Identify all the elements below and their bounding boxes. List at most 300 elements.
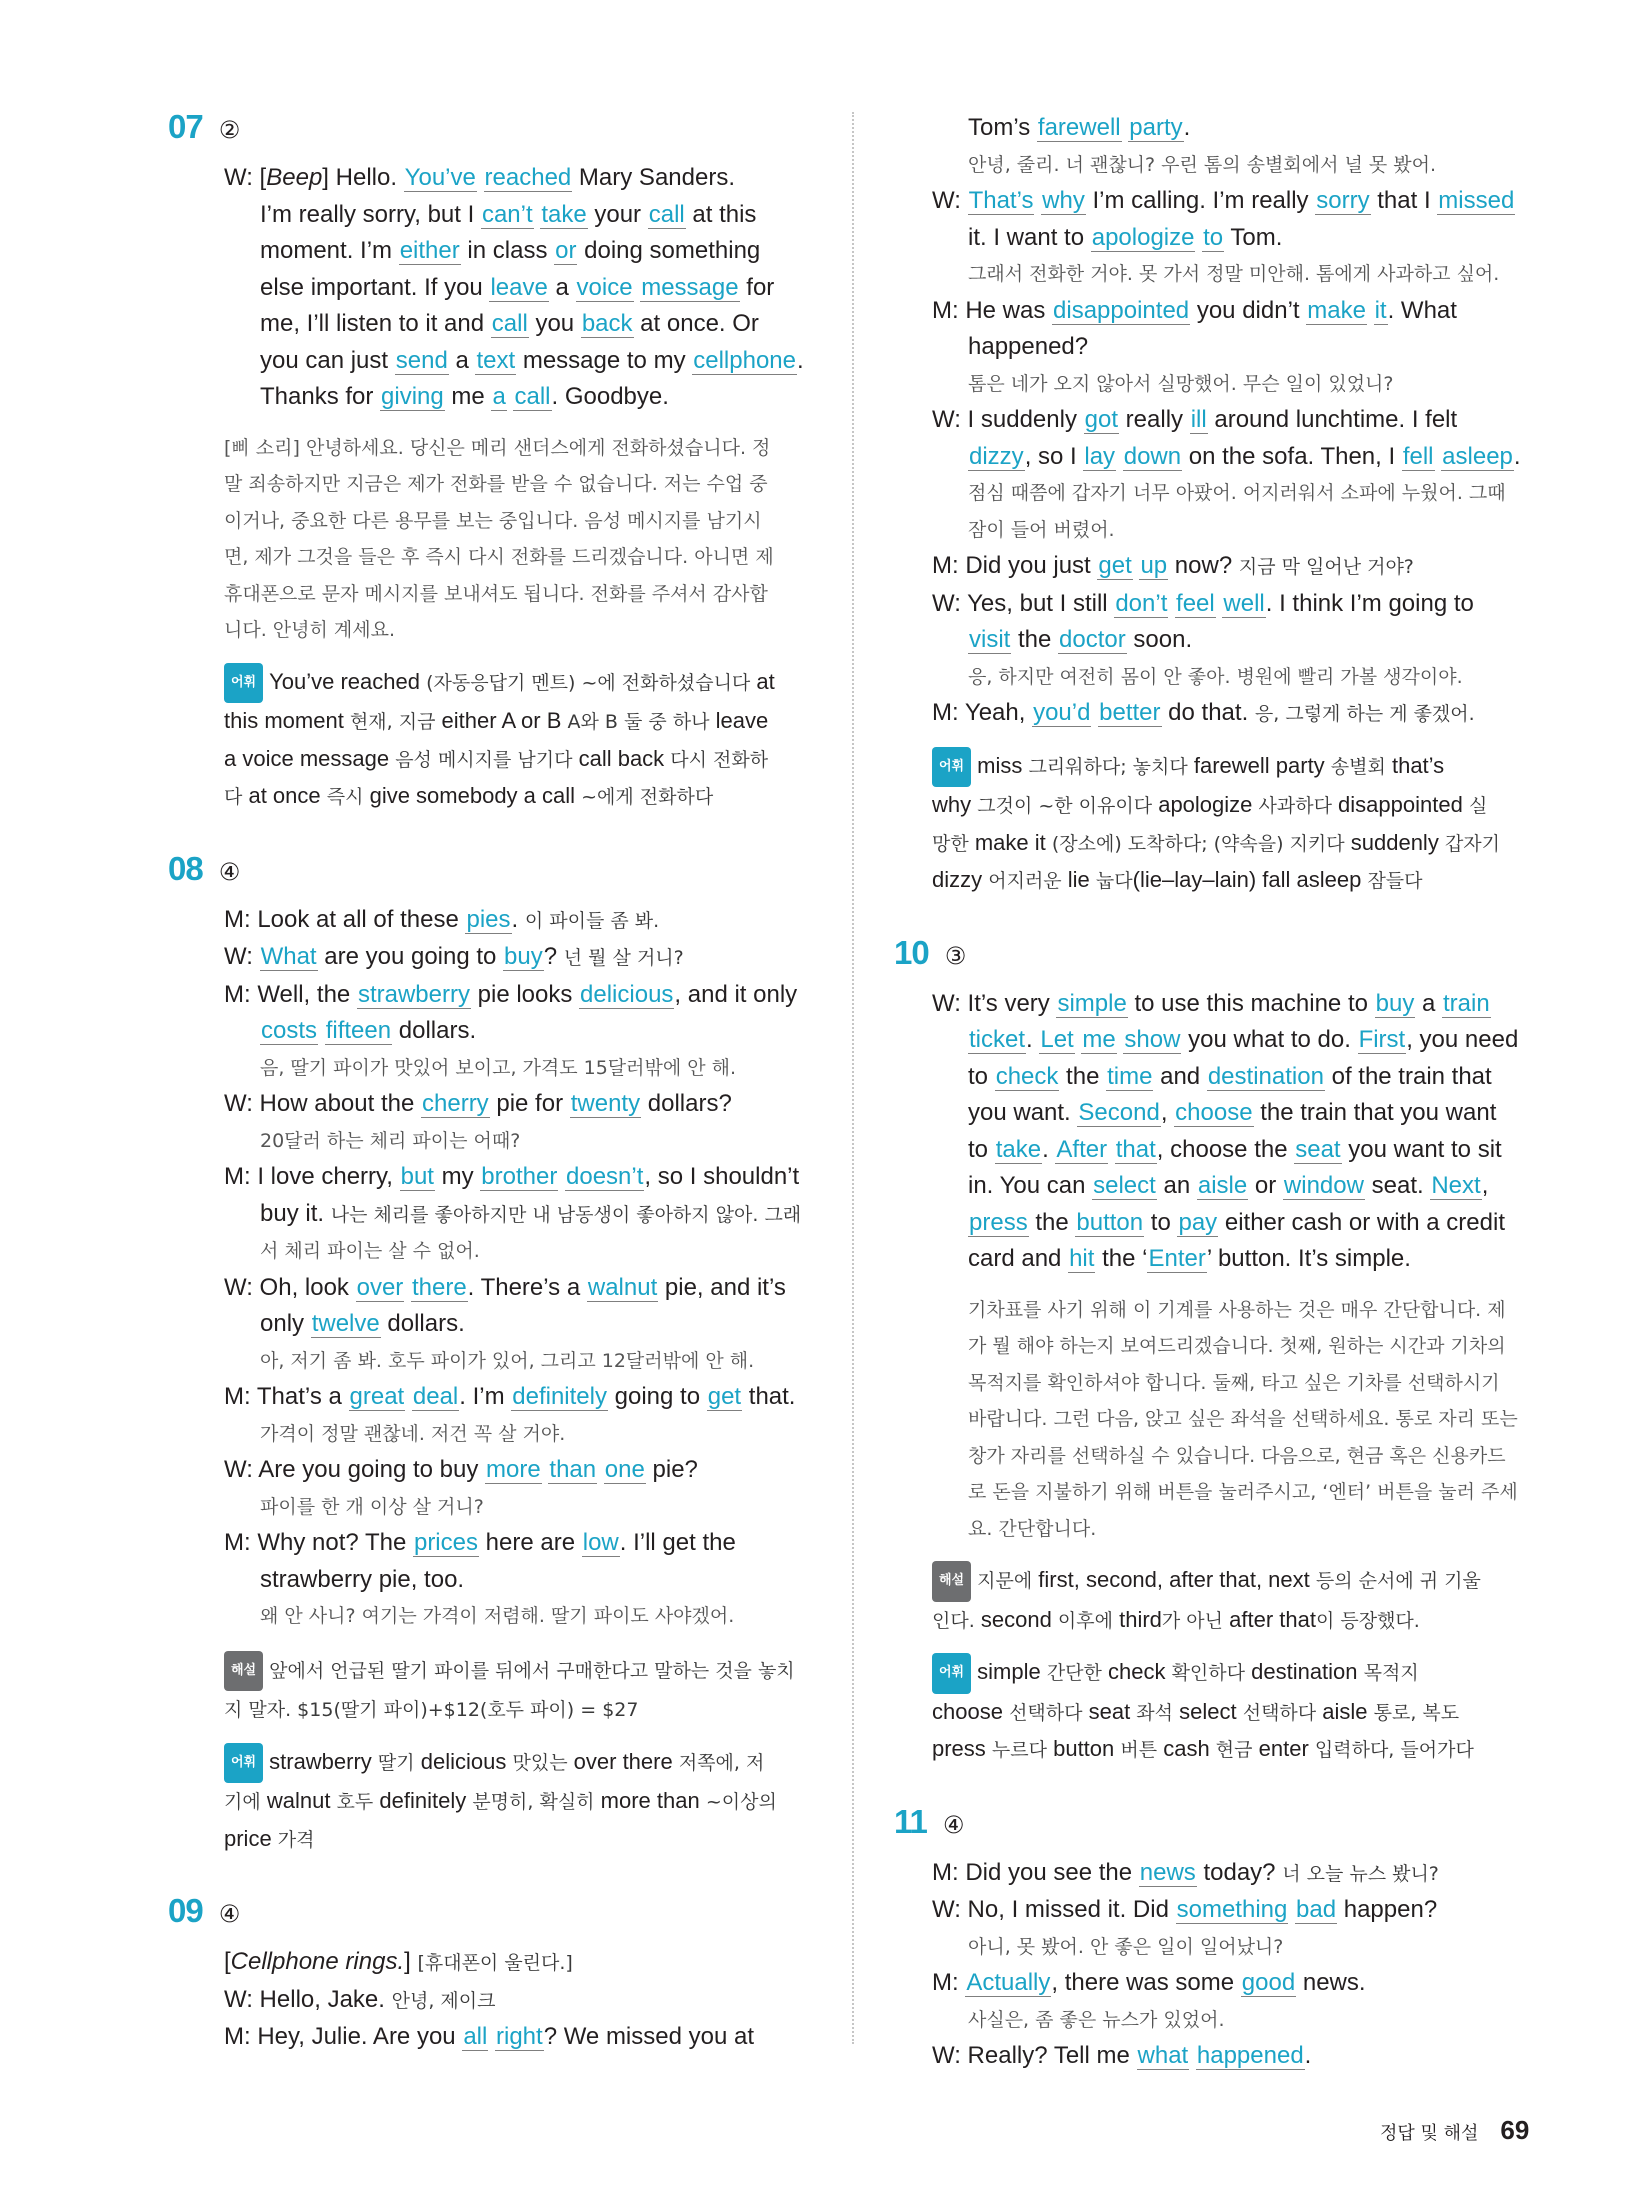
question-number: 07 [168, 108, 203, 145]
text-segment: 20달러 하는 체리 파이는 어때? [260, 1129, 521, 1152]
text-segment: me [444, 383, 492, 410]
answer-blank: That’s [968, 187, 1034, 214]
korean-line [224, 1050, 848, 1087]
answer-mark: ② [218, 117, 241, 144]
korean-translation [224, 430, 848, 649]
korean-gloss: 앞에서 언급된 딸기 파이를 뒤에서 구매한다고 말하는 것을 놓치 [269, 1659, 795, 1682]
answer-blank: a [492, 383, 506, 410]
note-line [932, 1561, 1542, 1602]
text-segment: delicious [414, 1748, 513, 1774]
korean-gloss: 넌 뭘 살 거니? [563, 947, 684, 969]
korean-gloss: 누르다 [991, 1739, 1047, 1761]
korean-gloss: 입력하다, 들어가다 [1314, 1739, 1474, 1761]
text-segment: second [974, 1606, 1058, 1632]
text-segment: Thanks for [260, 383, 381, 410]
dialogue-line [224, 1013, 848, 1050]
text-segment: 그래서 전화한 거야. 못 가서 정말 미안해. 톰에게 사과하고 싶어. [968, 263, 1500, 285]
text-segment: only [260, 1310, 311, 1337]
korean-gloss: (장소에) 도착하다; (약속을) 지키다 [1051, 832, 1345, 855]
text-segment: M: He was [932, 296, 1053, 324]
text-segment: . [1042, 1135, 1056, 1163]
answer-blank: something [1176, 1896, 1288, 1923]
text-segment: you what to do. [1181, 1026, 1358, 1053]
text-segment: seat [1082, 1698, 1137, 1724]
answer-blank: down [1123, 442, 1182, 470]
text-segment: M: Why not? The [224, 1529, 413, 1556]
vocab-note [224, 1743, 848, 1859]
dialogue-lines [224, 160, 848, 416]
note-line [932, 1731, 1542, 1769]
dialogue-line [932, 1205, 1542, 1242]
text-segment: at once. Or [633, 310, 759, 337]
text-segment: dollars. [392, 1017, 477, 1044]
answer-blank: ill [1190, 406, 1207, 433]
text-segment: . I think I’m going to [1265, 589, 1474, 617]
text-segment: and [1153, 1062, 1207, 1090]
translation-line: 로 돈을 지불하기 위해 버튼을 눌러주시고, ‘엔터’ 버튼을 눌러 주세 [968, 1481, 1518, 1503]
korean-gloss: 그리워하다; 놓치다 [1028, 755, 1188, 778]
text-segment [404, 1274, 411, 1301]
text-segment: give somebody a call [363, 783, 582, 808]
text-segment: to use this machine to [1127, 989, 1375, 1017]
text-segment: ] [404, 1948, 418, 1975]
dialogue-line [932, 329, 1542, 366]
note-line [932, 1602, 1542, 1640]
answer-blank: sorry [1316, 187, 1370, 214]
question-09 [168, 1892, 848, 2056]
answer-blank: doesn’t [566, 1163, 644, 1190]
text-segment: on the sofa. Then, I [1182, 442, 1402, 470]
text-segment: for [739, 273, 775, 301]
text-segment [318, 1017, 325, 1044]
text-segment: apologize [1152, 792, 1259, 817]
note-line [224, 1743, 848, 1784]
translation-line: 가 뭘 해야 하는지 보여드리겠습니다. 첫째, 원하는 시간과 기차의 [968, 1335, 1506, 1357]
korean-line [224, 1489, 848, 1526]
text-segment: dizzy [932, 867, 989, 892]
answer-blank: but [400, 1163, 434, 1190]
answer-blank: definitely [512, 1383, 607, 1410]
text-segment: lie [1061, 867, 1096, 892]
vocab-badge: 어휘 [932, 1653, 971, 1694]
text-segment: do that. [1161, 699, 1255, 726]
text-segment: 왜 안 사니? 여기는 가격이 저렴해. 딸기 파이도 사야겠어. [260, 1605, 735, 1627]
answer-blank: got [1084, 406, 1119, 433]
text-segment: M: Look at all of these [224, 905, 466, 933]
korean-line [224, 1416, 848, 1453]
answer-blank: lay [1084, 442, 1116, 470]
korean-gloss: 송별회 [1330, 755, 1386, 778]
korean-gloss: 너 오늘 뉴스 봤니? [1282, 1862, 1439, 1885]
text-segment: W: Yes, but I still [932, 589, 1115, 617]
answer-blank: you’d [1033, 699, 1091, 726]
question-07 [168, 108, 848, 816]
dialogue-line [224, 1270, 848, 1307]
translation-line: 기차표를 사기 위해 이 기계를 사용하는 것은 매우 간단합니다. 제 [968, 1298, 1506, 1321]
answer-blank: that [1115, 1135, 1156, 1163]
vocab-badge: 어휘 [932, 747, 971, 788]
answer-blank: call [491, 310, 528, 337]
text-segment: . I’m [459, 1383, 512, 1410]
question-number: 11 [894, 1802, 927, 1840]
text-segment: . Goodbye. [551, 383, 669, 410]
text-segment: (lie–lay–lain) fall asleep [1132, 867, 1368, 892]
text-segment: 응, 하지만 여전히 몸이 안 좋아. 병원에 빨리 가볼 생각이야. [968, 665, 1463, 688]
text-segment: dollars? [641, 1090, 732, 1117]
answer-blank: feel [1176, 589, 1215, 617]
text-segment: press [932, 1736, 992, 1761]
text-segment: card and [968, 1245, 1069, 1272]
answer-blank: What [260, 943, 317, 970]
text-segment: at once [242, 783, 327, 808]
text-segment: your [587, 200, 648, 228]
text-segment: 톰은 네가 오지 않아서 실망했어. 무슨 일이 있었니? [968, 372, 1394, 395]
dialogue-line [224, 1379, 848, 1416]
text-segment: more than [594, 1788, 706, 1813]
explanation-note [224, 1651, 848, 1729]
answer-blank: can’t [481, 200, 533, 228]
dialogue-line [932, 622, 1542, 659]
answer-blank: cellphone [693, 346, 796, 374]
text-segment: that I [1370, 187, 1438, 214]
answer-blank: or [555, 237, 577, 264]
note-line [224, 1783, 848, 1821]
text-segment: W: [932, 187, 968, 214]
korean-line [932, 659, 1542, 696]
answer-blank: take [995, 1135, 1042, 1163]
answer-blank: check [995, 1062, 1059, 1090]
dialogue-line [224, 160, 848, 197]
note-line [932, 1694, 1542, 1732]
korean-gloss: 통로, 복도 [1373, 1701, 1460, 1724]
korean-gloss: 지 말자. $15(딸기 파이)+$12(호두 파이) = $27 [224, 1699, 639, 1721]
answer-blank: all [463, 2023, 488, 2050]
dialogue-line [932, 1855, 1542, 1893]
answer-blank: happened [1196, 2042, 1304, 2069]
answer-blank: asleep [1442, 442, 1513, 470]
korean-gloss: 사과하다 [1258, 795, 1332, 817]
text-segment: to [968, 1062, 995, 1090]
text-segment: W: I suddenly [932, 406, 1084, 433]
note-line [224, 1651, 848, 1692]
text-segment: . What [1387, 296, 1457, 324]
text-segment: 사실은, 좀 좋은 뉴스가 있었어. [968, 2008, 1225, 2031]
translation-line: 창가 자리를 선택하실 수 있습니다. 다음으로, 현금 혹은 신용카드 [968, 1444, 1506, 1467]
text-segment: , [1160, 1099, 1175, 1126]
text-segment: my [434, 1163, 481, 1190]
left-column [168, 108, 848, 2056]
text-segment: , [1481, 1172, 1489, 1199]
answer-blank: right [496, 2023, 543, 2050]
answer-blank: missed [1438, 187, 1515, 214]
answer-blank: First [1358, 1026, 1406, 1053]
answer-blank: Enter [1148, 1245, 1206, 1272]
text-segment: W: [ [224, 164, 267, 191]
korean-gloss: 그것이 ~한 이유이다 [977, 795, 1153, 817]
text-segment: Beep [266, 164, 323, 191]
text-segment: , there was some [1051, 1969, 1241, 1996]
text-segment [558, 1163, 565, 1190]
answer-blank: there [411, 1273, 467, 1301]
answer-blank: Next [1431, 1172, 1481, 1199]
text-segment [1116, 443, 1123, 470]
text-segment: , you need [1406, 1026, 1519, 1053]
text-segment: either cash or with a credit [1218, 1208, 1505, 1236]
text-segment: 아, 저기 좀 봐. 호두 파이가 있어, 그리고 12달러밖에 안 해. [260, 1349, 755, 1372]
text-segment: destination [1245, 1659, 1364, 1684]
answer-blank: leave [490, 273, 548, 301]
question-number: 10 [894, 933, 929, 971]
answer-blank: bad [1296, 1896, 1337, 1923]
answer-blank: visit [969, 626, 1011, 653]
dialogue-line [932, 1892, 1542, 1929]
text-segment: happened? [968, 333, 1089, 360]
answer-blank: aisle [1197, 1172, 1248, 1199]
text-segment [1108, 1136, 1115, 1163]
korean-gloss: 저쪽에, 저 [678, 1751, 765, 1774]
text-segment: [ [224, 1948, 231, 1975]
note-line [224, 778, 848, 816]
text-segment: . [511, 905, 525, 933]
text-segment: around lunchtime. I felt [1207, 406, 1458, 433]
text-segment: 아니, 못 봤어. 안 좋은 일이 일어났니? [968, 1935, 1284, 1958]
korean-line [932, 366, 1542, 403]
answer-blank: brother [481, 1163, 558, 1190]
korean-gloss: 지금 막 일어난 거야? [1238, 556, 1414, 578]
answer-mark: ④ [218, 1901, 241, 1928]
text-segment: buy it. [260, 1199, 331, 1227]
korean-line [932, 147, 1542, 184]
korean-gloss: 망한 [932, 832, 969, 855]
translation-line: 목적지를 확인하셔야 합니다. 둘째, 타고 싶은 기차를 선택하시기 [968, 1371, 1500, 1394]
korean-gloss: 지문에 [977, 1570, 1033, 1592]
text-segment: doing something [577, 237, 761, 264]
answer-blank: twenty [570, 1090, 641, 1117]
text-segment: make it [968, 829, 1052, 855]
dialogue-line [224, 1306, 848, 1343]
dialogue-line [932, 1059, 1542, 1096]
dialogue-line [224, 1452, 848, 1489]
dialogue-line [224, 1525, 848, 1562]
text-segment [1367, 297, 1374, 324]
korean-gloss: 선택하다 [1009, 1701, 1083, 1724]
text-segment: me, I’ll listen to it and [260, 310, 491, 337]
translation-line: 면, 제가 그것을 들은 후 즉시 다시 전화를 드리겠습니다. 아니면 제 [224, 546, 774, 568]
text-segment: . [1183, 114, 1191, 141]
answer-blank: show [1124, 1026, 1181, 1053]
answer-blank: news [1139, 1858, 1196, 1886]
translation-line: 이거나, 중요한 다른 용무를 보는 중입니다. 음성 메시지를 남기시 [224, 509, 762, 532]
answer-blank: apologize [1091, 223, 1195, 251]
text-segment: pie looks [470, 980, 580, 1008]
dialogue-line [224, 306, 848, 343]
answer-blank: strawberry [357, 980, 470, 1008]
answer-blank: destination [1207, 1062, 1324, 1090]
text-segment: M: [932, 1969, 966, 1996]
text-segment: disappointed [1331, 792, 1469, 817]
text-segment: Mary Sanders. [572, 164, 735, 191]
note-line [932, 1653, 1542, 1694]
answer-blank: voice [576, 273, 633, 301]
text-segment: either A or B [435, 708, 568, 733]
answer-blank: well [1223, 589, 1265, 617]
dialogue-line [932, 1022, 1542, 1059]
text-segment: first, second, after that, next [1032, 1567, 1316, 1592]
text-segment: , so I [1024, 442, 1084, 470]
dialogue-lines [224, 902, 848, 1635]
note-line [224, 663, 848, 704]
answer-blank: one [604, 1456, 645, 1483]
text-segment: price [224, 1825, 278, 1851]
korean-gloss: 다 [224, 786, 243, 808]
dialogue-line [224, 902, 848, 940]
text-segment: cash [1157, 1736, 1216, 1761]
korean-gloss: (자동응답기 멘트) ~에 전화하셨습니다 [426, 671, 751, 694]
text-segment: suddenly [1344, 829, 1445, 855]
translation-line: 말 죄송하지만 지금은 제가 전화를 받을 수 없습니다. 저는 수업 중 [224, 473, 768, 495]
answer-blank: buy [1375, 989, 1415, 1017]
korean-gloss: 잠들다 [1367, 870, 1423, 892]
explanation-badge: 해설 [932, 1561, 971, 1602]
question-08 [168, 850, 848, 1859]
text-segment: the ‘ [1095, 1245, 1148, 1272]
korean-line [932, 475, 1542, 512]
answer-blank: window [1283, 1172, 1364, 1199]
answer-blank: select [1093, 1172, 1156, 1199]
dialogue-line [224, 1196, 848, 1234]
dialogue-line [224, 977, 848, 1014]
dialogue-line [224, 2019, 848, 2056]
text-segment: 음, 딸기 파이가 맛있어 보이고, 가격도 15달러밖에 안 해. [260, 1056, 737, 1079]
text-segment: in class [460, 237, 555, 264]
answer-blank: After [1056, 1135, 1108, 1163]
answer-blank: ticket [969, 1026, 1026, 1053]
answer-blank: walnut [587, 1273, 658, 1301]
korean-gloss: 좌석 [1136, 1701, 1174, 1724]
text-segment: 점심 때쯤에 갑자기 너무 아팠어. 어지러워서 소파에 누웠어. 그때 [968, 482, 1506, 504]
answer-blank: simple [1057, 989, 1127, 1017]
question-11 [894, 1803, 1542, 2075]
korean-gloss: 선택하다 [1242, 1701, 1317, 1724]
text-segment: the train that you want [1253, 1099, 1497, 1126]
dialogue-line [932, 1241, 1542, 1278]
korean-gloss: 등의 순서에 귀 기울 [1315, 1570, 1481, 1592]
korean-gloss: ~에게 전화하다 [581, 786, 714, 808]
answer-blank: dizzy [969, 442, 1024, 470]
korean-gloss: 어지러운 [988, 870, 1062, 892]
text-segment: here are [479, 1529, 582, 1556]
translation-line: 바랍니다. 그런 다음, 앉고 싶은 좌석을 선택하세요. 통로 자리 또는 [968, 1408, 1518, 1430]
answer-blank: great [349, 1383, 405, 1410]
text-segment [488, 2023, 495, 2050]
korean-gloss: 눕다 [1095, 870, 1133, 892]
dialogue-line [224, 1982, 848, 2020]
answer-blank: over [356, 1273, 404, 1301]
answer-blank: button [1076, 1208, 1144, 1236]
note-line [932, 787, 1542, 825]
text-segment: that. [742, 1383, 796, 1410]
text-segment: , so I shouldn’t [644, 1163, 800, 1190]
dialogue-line [224, 939, 848, 977]
explanation-badge: 해설 [224, 1651, 263, 1692]
text-segment: that’s [1385, 752, 1445, 778]
dialogue-lines [932, 1855, 1542, 2075]
page-number: 69 [1500, 2115, 1530, 2145]
korean-gloss: 기에 [224, 1791, 261, 1813]
answer-blank: train [1443, 989, 1490, 1017]
footer-label: 정답 및 해설 [1380, 2123, 1479, 2144]
dialogue-line [224, 343, 848, 380]
answer-blank: You’ve [404, 164, 476, 191]
text-segment: else important. If you [260, 273, 490, 301]
answer-blank: prices [413, 1529, 478, 1556]
text-segment: W: Are you going to buy [224, 1456, 486, 1483]
answer-blank: pay [1178, 1208, 1218, 1236]
korean-line [932, 256, 1542, 293]
text-segment: Tom’s [968, 114, 1037, 141]
text-segment: choose [932, 1698, 1010, 1724]
korean-line [932, 2002, 1542, 2039]
dialogue-line [224, 1159, 848, 1196]
answer-blank: what [1137, 2042, 1189, 2069]
text-segment: definitely [373, 1788, 473, 1813]
text-segment: now? [1168, 552, 1239, 579]
text-segment: walnut [260, 1788, 337, 1813]
vocab-note [224, 663, 848, 816]
answer-blank: better [1099, 699, 1161, 726]
korean-gloss: 인다. [932, 1609, 975, 1632]
text-segment: M: Hey, Julie. Are you [224, 2023, 463, 2050]
korean-gloss: 즉시 [326, 786, 364, 808]
text-segment: it. I want to [968, 223, 1091, 251]
question-number: 08 [168, 849, 203, 887]
text-segment: . [1513, 442, 1521, 470]
text-segment: news. [1296, 1969, 1366, 1996]
question-10 [894, 934, 1542, 1769]
question-09-continued [932, 110, 1542, 900]
text-segment: in. You can [968, 1172, 1093, 1199]
text-segment: Cellphone rings. [230, 1948, 405, 1975]
answer-blank: good [1241, 1969, 1296, 1996]
answer-blank: than [549, 1456, 597, 1483]
text-segment: , and it only [674, 980, 798, 1008]
korean-gloss: 버튼 [1120, 1739, 1158, 1761]
korean-line [224, 1233, 848, 1270]
answer-blank: costs [261, 1017, 318, 1044]
text-segment: W: Really? Tell me [932, 2042, 1137, 2069]
dialogue-line [932, 695, 1542, 733]
text-segment: ? [543, 943, 564, 970]
dialogue-line [932, 1095, 1542, 1132]
dialogue-line [932, 2038, 1542, 2075]
text-segment: ] Hello. [322, 164, 404, 191]
text-segment: are you going to [317, 943, 504, 970]
text-segment: soon. [1126, 626, 1193, 653]
dialogue-line [932, 439, 1542, 476]
text-segment: pie? [645, 1456, 698, 1483]
text-segment: . [1304, 2042, 1312, 2069]
answer-blank: giving [381, 383, 444, 410]
text-segment: strawberry pie, too. [260, 1565, 465, 1593]
text-segment: this moment [224, 708, 350, 733]
text-segment: after that [1223, 1606, 1316, 1632]
text-segment: , choose the [1156, 1135, 1295, 1163]
text-segment: 잠이 들어 버렸어. [968, 518, 1115, 541]
text-segment: really [1119, 406, 1190, 433]
answer-blank: to [1203, 223, 1224, 251]
text-segment [1189, 2042, 1196, 2069]
text-segment: over there [567, 1748, 679, 1774]
